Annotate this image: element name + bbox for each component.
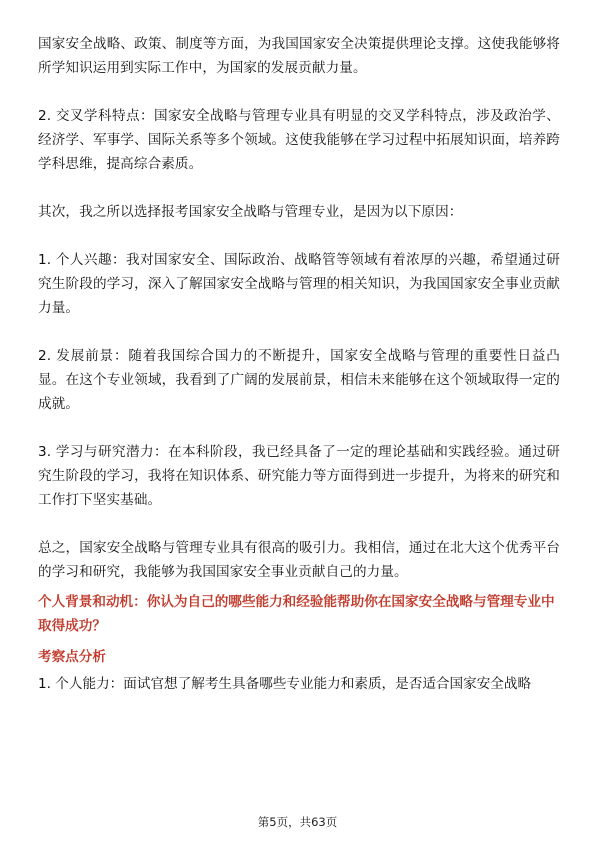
paragraph-research-potential: 3. 学习与研究潜力：在本科阶段，我已经具备了一定的理论基础和实践经验。通过研究生阶段的学习，我将在知识体系、研究能力等方面得到进一步提升，为将来的研究和工作打下坚实基础。 (38, 444, 560, 508)
analysis-heading: 考察点分析 (38, 649, 106, 665)
interview-question: 个人背景和动机：你认为自己的哪些能力和经验能帮助你在国家安全战略与管理专业中取得成功？ (38, 594, 555, 634)
paragraph-prospects: 2. 发展前景：随着我国综合国力的不断提升，国家安全战略与管理的重要性日益凸显。在这个专业领域，我看到了广阔的发展前景，相信未来能够在这个领域取得一定的成就。 (38, 348, 560, 412)
page-number-footer: 第5页，共63页 (257, 815, 338, 829)
paragraph-intro-continuation: 国家安全战略、政策、制度等方面，为我国国家安全决策提供理论支撑。这使我能够将所学知识运用到实际工作中，为国家的发展贡献力量。 (38, 36, 560, 76)
paragraph-conclusion: 总之，国家安全战略与管理专业具有很高的吸引力。我相信，通过在北大这个优秀平台的学习和研究，我能够为我国国家安全事业贡献自己的力量。 (38, 540, 560, 580)
paragraph-reasons-intro: 其次，我之所以选择报考国家安全战略与管理专业，是因为以下原因： (38, 204, 463, 220)
paragraph-interdisciplinary: 2. 交叉学科特点：国家安全战略与管理专业具有明显的交叉学科特点，涉及政治学、经济学、军事学、国际关系等多个领域。这使我能够在学习过程中拓展知识面，培养跨学科思维，提高综合素质。 (38, 108, 560, 172)
analysis-first-point: 1. 个人能力：面试官想了解考生具备哪些专业能力和素质，是否适合国家安全战略 (38, 676, 532, 692)
page-content (38, 32, 560, 696)
paragraph-personal-interest: 1. 个人兴趣：我对国家安全、国际政治、战略管等领域有着浓厚的兴趣，希望通过研究生阶段的学习，深入了解国家安全战略与管理的相关知识，为我国国家安全事业贡献力量。 (38, 252, 560, 316)
